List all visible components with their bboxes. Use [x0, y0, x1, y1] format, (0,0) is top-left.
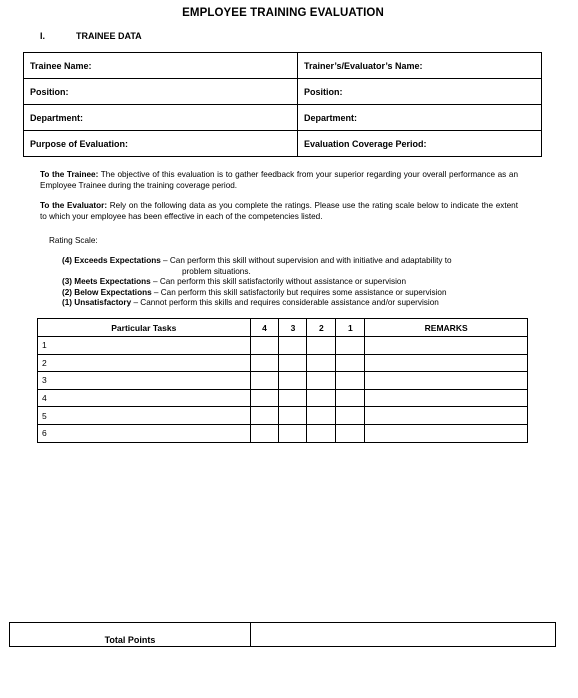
rating-1-header: 1	[336, 319, 365, 337]
table-row	[38, 337, 528, 355]
rating-2-cell[interactable]	[307, 372, 336, 390]
rating-scale-label: Rating Scale:	[49, 236, 98, 245]
rating-description-continued: problem situations.	[182, 266, 251, 276]
rating-description: – Cannot perform this skills and requires considerable assistance and/or supervision	[131, 298, 439, 307]
rating-4-header: 4	[250, 319, 279, 337]
rating-3-cell[interactable]	[279, 407, 307, 425]
rating-1-cell[interactable]	[336, 354, 365, 372]
task-cell[interactable]: 6	[38, 424, 251, 442]
info-row	[24, 53, 542, 79]
rating-2-header: 2	[307, 319, 336, 337]
rating-scale-item	[62, 256, 452, 277]
section-title: TRAINEE DATA	[76, 31, 142, 41]
task-table-header	[38, 319, 528, 337]
table-row	[38, 389, 528, 407]
particular-tasks-header: Particular Tasks	[38, 319, 251, 337]
rating-description: – Can perform this skill satisfactorily but requires some assistance or supervision	[151, 287, 447, 297]
task-cell[interactable]: 3	[38, 372, 251, 390]
trainee-department-field[interactable]: Department:	[24, 105, 298, 131]
rating-3-header: 3	[279, 319, 307, 337]
rating-1-cell[interactable]	[336, 424, 365, 442]
to-evaluator-text: Rely on the following data as you complete the ratings. Please use the rating scale below to indicate the extent to which your employee has been effective in each of the competencies listed.	[40, 201, 518, 221]
rating-4-cell[interactable]	[250, 354, 279, 372]
remarks-cell[interactable]	[365, 389, 528, 407]
rating-scale-item	[62, 298, 439, 309]
rating-3-cell[interactable]	[279, 337, 307, 355]
to-trainee-lead: To the Trainee:	[40, 170, 99, 179]
remarks-header: REMARKS	[365, 319, 528, 337]
rating-1-cell[interactable]	[336, 407, 365, 425]
info-row	[24, 79, 542, 105]
task-cell[interactable]: 5	[38, 407, 251, 425]
trainee-position-field[interactable]: Position:	[24, 79, 298, 105]
total-points-value-cell[interactable]	[251, 623, 556, 647]
task-cell[interactable]: 1	[38, 337, 251, 355]
rating-2-cell[interactable]	[307, 407, 336, 425]
task-cell[interactable]: 2	[38, 354, 251, 372]
task-rating-table	[37, 318, 528, 443]
total-points-table	[9, 622, 556, 647]
table-row	[38, 354, 528, 372]
to-trainee-paragraph	[40, 170, 518, 191]
remarks-cell[interactable]	[365, 337, 528, 355]
rating-label: (3) Meets Expectations	[62, 277, 151, 286]
rating-1-cell[interactable]	[336, 337, 365, 355]
rating-scale-item	[62, 288, 447, 299]
document-title: EMPLOYEE TRAINING EVALUATION	[182, 7, 384, 19]
rating-3-cell[interactable]	[279, 424, 307, 442]
rating-2-cell[interactable]	[307, 424, 336, 442]
rating-label: (4) Exceeds Expectations	[62, 256, 161, 265]
rating-description: – Can perform this skill satisfactorily without assistance or supervision	[150, 277, 407, 286]
rating-4-cell[interactable]	[250, 337, 279, 355]
rating-description: – Can perform this skill without supervision and with initiative and adaptability to	[160, 256, 452, 265]
to-evaluator-paragraph	[40, 201, 518, 222]
rating-1-cell[interactable]	[336, 389, 365, 407]
to-trainee-text: The objective of this evaluation is to gather feedback from your superior regarding your overall performance as an Employee Trainee during the training coverage period.	[40, 170, 518, 190]
rating-4-cell[interactable]	[250, 372, 279, 390]
remarks-cell[interactable]	[365, 354, 528, 372]
table-row	[38, 424, 528, 442]
info-row	[24, 105, 542, 131]
rating-3-cell[interactable]	[279, 354, 307, 372]
trainer-department-field[interactable]: Department:	[298, 105, 542, 131]
rating-4-cell[interactable]	[250, 407, 279, 425]
remarks-cell[interactable]	[365, 372, 528, 390]
purpose-of-evaluation-field[interactable]: Purpose of Evaluation:	[24, 131, 298, 157]
to-evaluator-lead: To the Evaluator:	[40, 201, 108, 210]
remarks-cell[interactable]	[365, 407, 528, 425]
remarks-cell[interactable]	[365, 424, 528, 442]
rating-2-cell[interactable]	[307, 337, 336, 355]
evaluation-period-field[interactable]: Evaluation Coverage Period:	[298, 131, 542, 157]
rating-3-cell[interactable]	[279, 389, 307, 407]
table-row	[38, 407, 528, 425]
rating-scale-item	[62, 277, 406, 288]
rating-2-cell[interactable]	[307, 354, 336, 372]
trainer-name-field[interactable]: Trainer’s/Evaluator’s Name:	[298, 53, 542, 79]
rating-label: (2) Below Expectations	[62, 287, 152, 297]
info-row	[24, 131, 542, 157]
rating-4-cell[interactable]	[250, 424, 279, 442]
trainer-position-field[interactable]: Position:	[298, 79, 542, 105]
rating-1-cell[interactable]	[336, 372, 365, 390]
trainee-data-table	[23, 52, 542, 157]
table-row	[38, 372, 528, 390]
trainee-name-field[interactable]: Trainee Name:	[24, 53, 298, 79]
total-points-label: Total Points	[10, 623, 251, 647]
total-row	[10, 623, 556, 647]
task-cell[interactable]: 4	[38, 389, 251, 407]
rating-label: (1) Unsatisfactory	[62, 298, 132, 307]
rating-4-cell[interactable]	[250, 389, 279, 407]
rating-2-cell[interactable]	[307, 389, 336, 407]
rating-3-cell[interactable]	[279, 372, 307, 390]
section-number: I.	[40, 31, 46, 41]
